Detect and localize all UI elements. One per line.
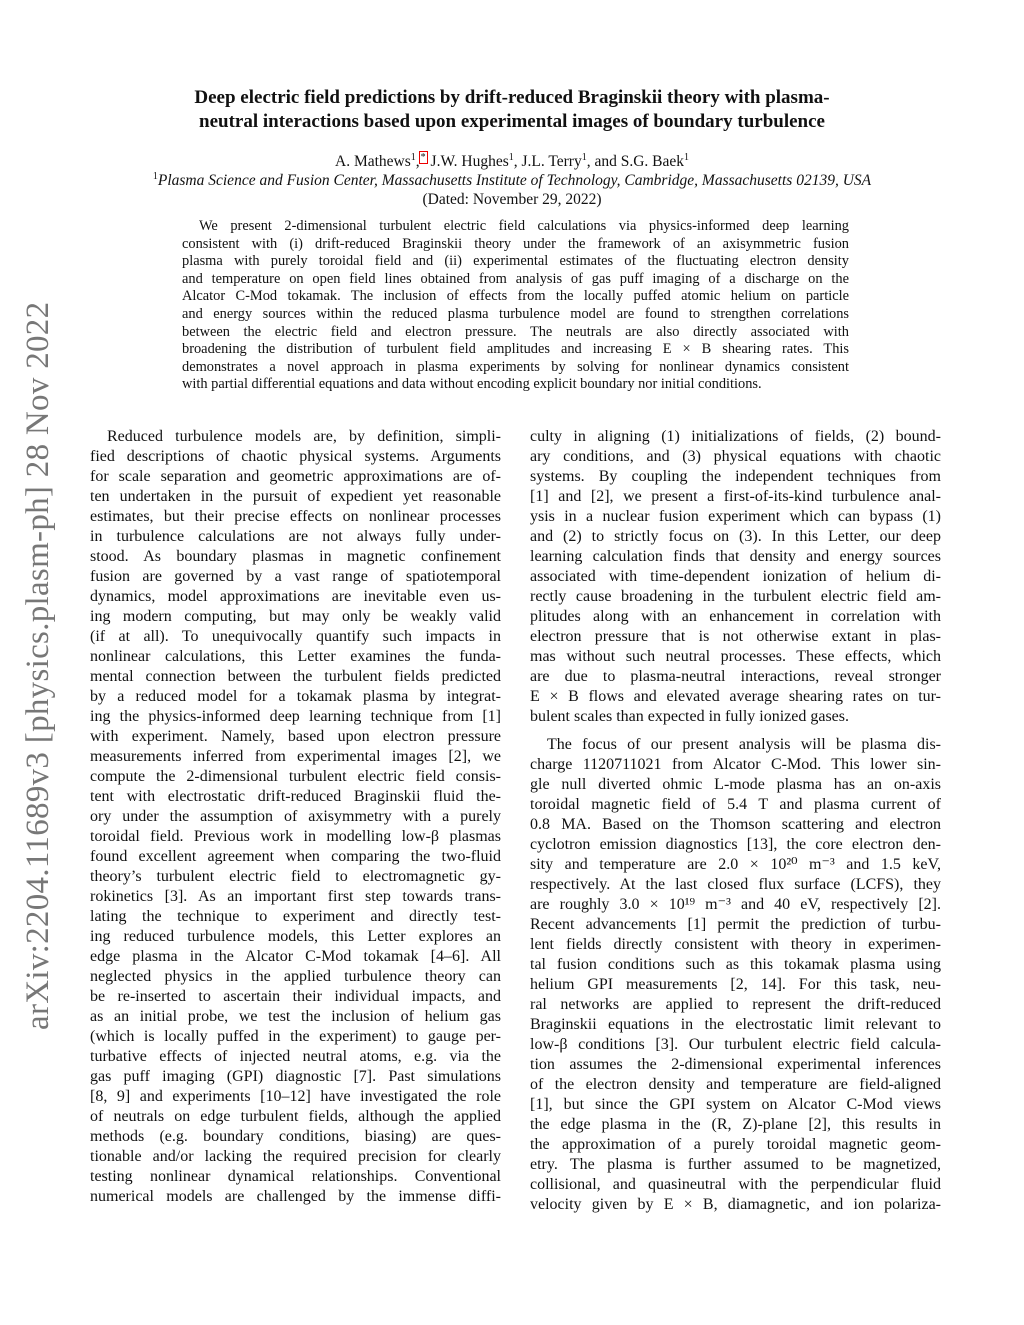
text-line: rokinetics [3]. As an important first step towards trans- bbox=[90, 888, 501, 905]
abstract-line: Alcator C-Mod tokamak. The inclusion of effects from the locally puffed atomic helium on particle bbox=[182, 288, 849, 305]
left-column bbox=[90, 427, 501, 1215]
text-line: stood. As boundary plasmas in magnetic confinement bbox=[90, 548, 501, 565]
text-line: etry. The plasma is further assumed to be magnetized, bbox=[530, 1156, 941, 1173]
abstract-line: consistent with (i) drift-reduced Braginskii theory under the framework of an axisymmetric fusion bbox=[182, 235, 849, 252]
text-line: fied descriptions of chaotic physical systems. Arguments bbox=[90, 448, 501, 465]
text-line: measurements inferred from experimental images [2], we bbox=[90, 748, 501, 765]
text-line: Reduced turbulence models are, by definition, simpli- bbox=[107, 428, 501, 445]
affiliation-mark: 1 bbox=[684, 151, 689, 163]
text-line: (which is locally puffed in the experiment) to gauge per- bbox=[90, 1028, 501, 1045]
text-line: respectively. At the last closed flux surface (LCFS), they bbox=[530, 876, 941, 893]
affiliation-mark: 1 bbox=[152, 170, 158, 182]
affiliation: Plasma Science and Fusion Center, Massachusetts Institute of Technology, Cambridge, Massachusetts 02139, USA bbox=[157, 172, 872, 189]
text-line: tal fusion conditions such as this tokamak plasma using bbox=[530, 956, 941, 973]
affiliation-mark: 1 bbox=[410, 151, 416, 163]
text-line: rectly cause broadening in the turbulent electric field am- bbox=[530, 588, 941, 605]
footnote-link[interactable]: * bbox=[420, 151, 426, 163]
text-line: The focus of our present analysis will be plasma dis- bbox=[547, 736, 941, 753]
text-line: (if at all). To unequivocally quantify such impacts in bbox=[90, 628, 501, 645]
author: J.W. Hughes bbox=[430, 153, 509, 170]
text-line: for scale separation and geometric approximations are of- bbox=[90, 468, 501, 485]
text-line: nonlinear calculations, this Letter examines the funda- bbox=[90, 648, 501, 665]
text-line: of the electron density and temperature are field-aligned bbox=[530, 1076, 941, 1093]
text-line: edge plasma in the Alcator C-Mod tokamak [4–6]. All bbox=[90, 948, 501, 965]
text-line: tent with electrostatic drift-reduced Braginskii fluid the- bbox=[90, 788, 501, 805]
text-line: plitudes along with an enhancement in correlation with bbox=[530, 608, 941, 625]
abstract-line: demonstrates a novel approach in plasma experiments by solving for nonlinear dynamics consistent bbox=[182, 358, 849, 375]
text-line: Braginskii equations in the electrostatic limit relevant to bbox=[530, 1016, 941, 1033]
text-line: low-β conditions [3]. Our turbulent electric field calcula- bbox=[530, 1036, 941, 1053]
title-line: Deep electric field predictions by drift-reduced Braginskii theory with plasma- bbox=[194, 87, 830, 108]
paragraph bbox=[530, 735, 941, 1215]
text-line: sity and temperature are 2.0 × 10²⁰ m⁻³ and 1.5 keV, bbox=[530, 856, 941, 873]
text-line: the edge plasma in the (R, Z)-plane [2], this results in bbox=[530, 1116, 941, 1133]
date-line: (Dated: November 29, 2022) bbox=[422, 191, 602, 208]
author: J.L. Terry bbox=[521, 153, 582, 170]
text-line: ysis in a nuclear fusion experiment which can bypass (1) bbox=[530, 508, 941, 525]
abstract-line: and temperature on open field lines obtained from analysis of gas puff imaging of a discharge on the bbox=[182, 270, 849, 287]
text-line: ing the physics-informed deep learning technique from [1] bbox=[90, 708, 501, 725]
text-line: theory’s turbulent electric field to electromagnetic gy- bbox=[90, 868, 501, 885]
abstract-line: broadening the distribution of turbulent field amplitudes and increasing E × B shearing rates. This bbox=[182, 341, 849, 358]
text-line: tion assumes the 2-dimensional experimental inferences bbox=[530, 1056, 941, 1073]
paragraph bbox=[90, 427, 501, 1207]
text-line: systems. By coupling the independent techniques from bbox=[530, 468, 941, 485]
text-line: are roughly 3.0 × 10¹⁹ m⁻³ and 40 eV, respectively [2]. bbox=[530, 896, 941, 913]
text-line: toroidal field. Previous work in modelling low-β plasmas bbox=[90, 828, 501, 845]
text-line: Recent advancements [1] permit the prediction of turbu- bbox=[530, 916, 941, 933]
arxiv-identifier: arXiv:2204.11689v3 [physics.plasm-ph] 28 Nov 2022 bbox=[20, 301, 56, 1030]
title-line: neutral interactions based upon experimental images of boundary turbulence bbox=[199, 111, 825, 132]
text-line: velocity given by E × B, diamagnetic, and ion polariza- bbox=[530, 1196, 941, 1213]
paragraph bbox=[530, 427, 941, 727]
text-line: learning calculation finds that density and energy sources bbox=[530, 548, 941, 565]
author: A. Mathews bbox=[335, 153, 411, 170]
text-line: testing nonlinear dynamical relationships. Conventional bbox=[90, 1168, 501, 1185]
abstract-line: and energy sources within the reduced plasma turbulence model are found to strengthen correlations bbox=[182, 305, 849, 322]
affiliation-mark: 1 bbox=[581, 151, 587, 163]
text-line: dynamics, model approximations are inevitable even us- bbox=[90, 588, 501, 605]
text-line: ary conditions, and (3) physical equations with chaotic bbox=[530, 448, 941, 465]
text-line: and (2) to strictly focus on (3). In this Letter, our deep bbox=[530, 528, 941, 545]
text-line: the approximation of a purely toroidal magnetic geom- bbox=[530, 1136, 941, 1153]
text-line: ing modern computing, but may only be weakly valid bbox=[90, 608, 501, 625]
right-column bbox=[530, 427, 941, 1223]
text-line: [1] and [2], we present a first-of-its-kind turbulence anal- bbox=[530, 488, 941, 505]
text-line: fusion are governed by a vast range of spatiotemporal bbox=[90, 568, 501, 585]
text-line: helium GPI measurements [2, 14]. For this task, neu- bbox=[530, 976, 941, 993]
text-line: electron pressure that is not otherwise extant in plas- bbox=[530, 628, 941, 645]
text-line: cyclotron emission diagnostics [13], the core electron den- bbox=[530, 836, 941, 853]
text-line: turbative effects of injected neutral atoms, e.g. via the bbox=[90, 1048, 501, 1065]
text-line: mas without such neutral processes. These effects, which bbox=[530, 648, 941, 665]
author-block bbox=[100, 152, 924, 209]
text-line: ral networks are applied to represent the drift-reduced bbox=[530, 996, 941, 1013]
text-line: neglected physics in the applied turbulence theory can bbox=[90, 968, 501, 985]
text-line: as an initial probe, we test the inclusion of helium gas bbox=[90, 1008, 501, 1025]
abstract-line: between the electric field and electron pressure. The neutrals are also directly associated with bbox=[182, 323, 849, 340]
text-line: charge 1120711021 from Alcator C-Mod. This lower sin- bbox=[530, 756, 941, 773]
text-line: lent fields directly consistent with theory in experimen- bbox=[530, 936, 941, 953]
text-line: associated with time-dependent ionization of helium di- bbox=[530, 568, 941, 585]
text-line: with experiment. Namely, based upon electron pressure bbox=[90, 728, 501, 745]
text-line: numerical models are challenged by the immense diffi- bbox=[90, 1188, 501, 1205]
text-line: lating the technique to experiment and directly test- bbox=[90, 908, 501, 925]
text-line: gle null diverted ohmic L-mode plasma has an on-axis bbox=[530, 776, 941, 793]
author-list: A. Mathews$^1$,* J.W. Hughes$^1$, J.L. Terry$^1$, and S.G. Baek$^1$ bbox=[335, 151, 689, 170]
text-line: culty in aligning (1) initializations of fields, (2) bound- bbox=[530, 428, 941, 445]
text-line: by a reduced model for a tokamak plasma by integrat- bbox=[90, 688, 501, 705]
text-line: are due to plasma-neutral interactions, reveal stronger bbox=[530, 668, 941, 685]
text-line: collisional, and quasineutral with the perpendicular fluid bbox=[530, 1176, 941, 1193]
text-line: mental connection between the turbulent fields predicted bbox=[90, 668, 501, 685]
text-line: ten undertaken in the pursuit of expedient yet reasonable bbox=[90, 488, 501, 505]
text-line: tionable and/or lacking the required precision for clearly bbox=[90, 1148, 501, 1165]
text-line: estimates, but their precise effects on nonlinear processes bbox=[90, 508, 501, 525]
text-line: gas puff imaging (GPI) diagnostic [7]. Past simulations bbox=[90, 1068, 501, 1085]
text-line: in turbulence calculations are not always fully under- bbox=[90, 528, 501, 545]
paper-title bbox=[100, 86, 924, 134]
affiliation-mark: 1 bbox=[508, 151, 514, 163]
text-line: [1], but since the GPI system on Alcator C-Mod views bbox=[530, 1096, 941, 1113]
text-line: E × B flows and elevated average shearing rates on tur- bbox=[530, 688, 941, 705]
text-line: methods (e.g. boundary conditions, biasing) are ques- bbox=[90, 1128, 501, 1145]
text-line: compute the 2-dimensional turbulent electric field consis- bbox=[90, 768, 501, 785]
text-line: ing reduced turbulence models, this Letter explores an bbox=[90, 928, 501, 945]
text-line: toroidal magnetic field of 5.4 T and plasma current of bbox=[530, 796, 941, 813]
abstract-line: We present 2-dimensional turbulent electric field calculations via physics-informed deep learning bbox=[199, 218, 849, 234]
abstract bbox=[182, 218, 849, 394]
author: and S.G. Baek bbox=[594, 153, 684, 170]
abstract-line: plasma with purely toroidal field and (ii) experimental estimates of the fluctuating electron density bbox=[182, 253, 849, 270]
text-line: 0.8 MA. Based on the Thomson scattering and electron bbox=[530, 816, 941, 833]
text-line: bulent scales than expected in fully ionized gases. bbox=[530, 708, 850, 725]
text-line: be re-inserted to ascertain their individual impacts, and bbox=[90, 988, 501, 1005]
abstract-line: with partial differential equations and data without encoding explicit boundary nor initial conditions. bbox=[182, 376, 762, 393]
text-line: [8, 9] and experiments [10–12] have investigated the role bbox=[90, 1088, 501, 1105]
text-line: found excellent agreement when comparing the two-fluid bbox=[90, 848, 501, 865]
text-line: of neutrals on edge turbulent fields, although the applied bbox=[90, 1108, 501, 1125]
text-line: ory under the assumption of axisymmetry with a purely bbox=[90, 808, 501, 825]
